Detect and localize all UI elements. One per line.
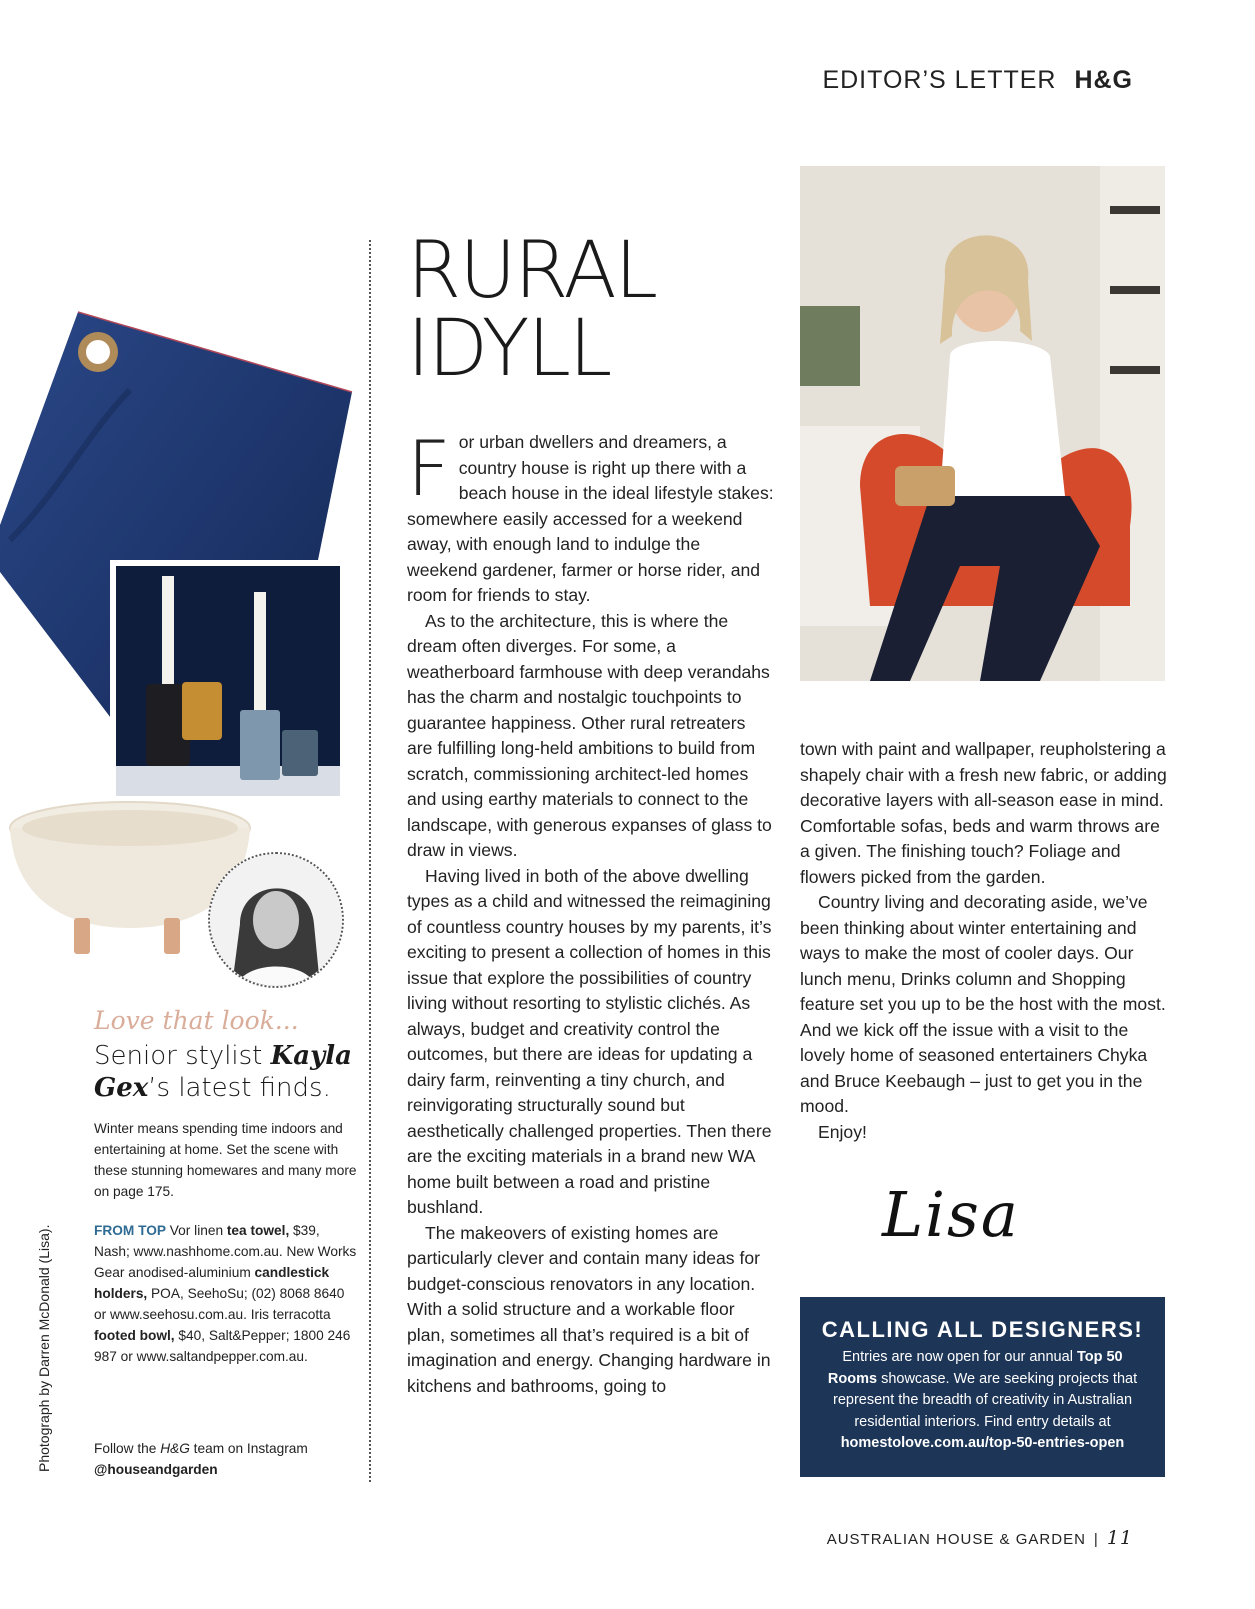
column-divider	[369, 240, 371, 1482]
paragraph: Enjoy!	[818, 1121, 867, 1142]
page-footer	[827, 1527, 1133, 1549]
paragraph: As to the architecture, this is where the dream often diverges. For some, a weatherboard farmhouse with deep verandahs has the charm and nostalgic touchpoints to guarantee happiness. Other rural retreaters are fulfilling long-held ambitions to build from scratch, commissioning architect-led homes and using earthy materials to connect to the landscape, with generous expanses of glass to draw in views.	[407, 610, 772, 860]
instagram-follow: Follow the H&G team on Instagram @houseandgarden	[94, 1441, 308, 1477]
page-number: 11	[1106, 1527, 1133, 1549]
paragraph: The makeovers of existing homes are particularly clever and contain many ideas for budget-conscious renovators in any location. With a solid structure and a workable floor plan, sometimes all that’s required is a bit of imagination and energy. Changing hardware in kitchens and bathrooms, going to	[407, 1222, 771, 1396]
editor-portrait	[800, 166, 1165, 681]
stylist-name: Kayla Gex	[94, 1041, 352, 1103]
from-top-label: FROM TOP	[94, 1223, 166, 1238]
brand-logo: H&G	[1074, 66, 1133, 94]
stylist-avatar	[208, 852, 344, 988]
article-title: RURAL IDYLL	[407, 226, 657, 394]
editor-signature: Lisa	[882, 1178, 1020, 1251]
designers-callout-box	[800, 1297, 1165, 1477]
magazine-name: AUSTRALIAN HOUSE & GARDEN	[826, 1531, 1086, 1548]
sidebar-kicker: Love that look...	[94, 1006, 299, 1035]
product-credits: FROM TOP Vor linen tea towel, $39, Nash; www.nashhome.com.au. New Works Gear anodised-aluminium candlestick holders, POA, SeehoSu; (02) 8068 8640 or www.seehosu.com.au. Iris terracotta footed bowl, $40, Salt&Pepper; 1800 246 987 or www.saltandpepper.com.au.	[94, 1223, 357, 1364]
instagram-handle: @houseandgarden	[94, 1462, 218, 1477]
paragraph: town with paint and wallpaper, reupholstering a shapely chair with a fresh new fabric, or adding decorative layers with all-season ease in mind. Comfortable sofas, beds and warm throws are a given. The finishing touch? Foliage and flowers picked from the garden.	[800, 739, 1167, 887]
article-column-1	[407, 424, 775, 1399]
page-header	[822, 66, 1133, 95]
callout-body: Entries are now open for our annual Top 50 Rooms showcase. We are seeking projects that represent the breadth of creativity in Australian residential interiors. Find entry details at homestolove.com.au/top-50-entries-open	[827, 1349, 1138, 1451]
callout-link[interactable]: homestolove.com.au/top-50-entries-open	[840, 1435, 1125, 1451]
photo-credit: Photograph by Darren McDonald (Lisa).	[36, 1224, 52, 1472]
article-column-2	[800, 737, 1170, 1145]
sidebar-intro: Winter means spending time indoors and entertaining at home. Set the scene with these stunning homewares and many more on page 175.	[94, 1121, 357, 1199]
product-images	[0, 310, 360, 970]
paragraph: Having lived in both of the above dwelling types as a child and witnessed the reimagining of countless country houses by my parents, it’s exciting to present a collection of homes in this issue that explore the possibilities of country living without resorting to stylistic clichés. As always, budget and creativity control the outcomes, but there are ideas for updating a dairy farm, reinventing a tiny church, and reinvigorating structurally sound but aesthetically challenged properties. Then there are the exciting materials in a brand new WA home built between a road and pristine bushland.	[407, 865, 772, 1217]
footer-separator: |	[1093, 1531, 1099, 1548]
candlestick-holders-image	[110, 560, 346, 802]
sidebar-heading: Senior stylist Kayla Gex’s latest finds.	[94, 1041, 352, 1103]
section-label: EDITOR’S LETTER	[822, 66, 1057, 94]
callout-title: CALLING ALL DESIGNERS!	[821, 1317, 1144, 1342]
drop-cap: F	[407, 424, 451, 513]
paragraph: Country living and decorating aside, we’ve been thinking about winter entertaining and ways to make the most of cooler days. Our lunch menu, Drinks column and Shopping feature set you up to be the host with the most. And we kick off the issue with a visit to the lovely home of seasoned entertainers Chyka and Bruce Keebaugh – just to get you in the mood.	[800, 892, 1166, 1116]
paragraph: For urban dwellers and dreamers, a country house is right up there with a beach house in the ideal lifestyle stakes: somewhere easily accessed for a weekend away, with enough land to indulge the weekend gardener, farmer or horse rider, and room for friends to stay.	[407, 424, 774, 605]
